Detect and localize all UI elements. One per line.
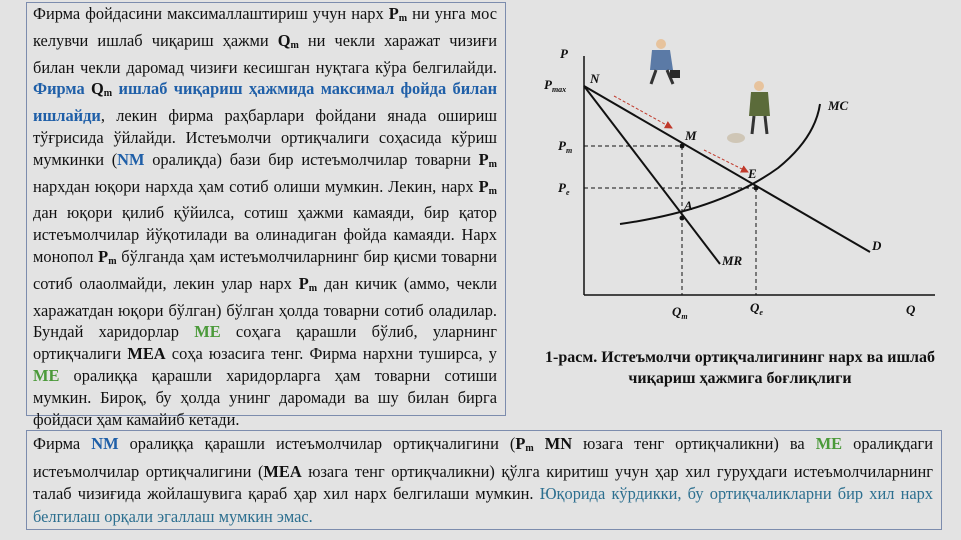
text-run: дан юқори қилиб қўйилса, сотиш ҳажми камаяди, бир қатор истеъмолчилар йўқотилади ва олинадиган фойда камаяди. Нарх монопол bbox=[33, 203, 497, 266]
point-m-dot bbox=[680, 144, 685, 149]
symbol-qm: Q bbox=[91, 79, 104, 99]
symbol-qm: Q bbox=[277, 30, 291, 50]
subscript: m bbox=[108, 255, 117, 267]
point-n-label: N bbox=[590, 71, 600, 86]
text-run: оралиқда) бази бир истеъмолчилар товарни bbox=[144, 149, 479, 169]
marginal-revenue-curve bbox=[584, 86, 720, 264]
subscript: m bbox=[488, 185, 497, 197]
point-e-dot bbox=[754, 186, 759, 191]
symbol-mn: MN bbox=[533, 434, 573, 453]
qm-subscript: m bbox=[681, 312, 688, 321]
axis-x-label: Q bbox=[906, 302, 916, 317]
symbol-mea: MEA bbox=[263, 461, 302, 481]
subscript: m bbox=[308, 282, 318, 294]
pe-subscript: e bbox=[565, 188, 570, 197]
qm-label bbox=[672, 304, 688, 321]
explanation-paragraph-bottom bbox=[26, 430, 942, 530]
symbol-pm: P bbox=[98, 246, 109, 266]
qe-symbol: Q bbox=[750, 300, 760, 315]
pmax-label bbox=[544, 77, 566, 94]
text-run: юзага тенг ортиқчаликни) қўлга киритиш учун ҳар хил гуруҳдаги истеъмолчиларнинг талаб чизиғида жойлашувига қараб ҳар хил нарх белгилаши мумкин. bbox=[33, 461, 934, 503]
text-run: бўлганда ҳам истеъмолчиларнинг бир қисми товарни сотиб олаолмайди, лекин улар нарх bbox=[33, 246, 498, 293]
text-run: нархдан юқори нархда ҳам сотиб олиши мумкин. Лекин, нарх bbox=[33, 176, 479, 196]
text-run: дан кичик (аммо, чекли харажатдан юқори бўлган) бўлган ҳолда товарни сотиб оладилар. Бундай харидорлар bbox=[33, 273, 497, 342]
figure-caption: 1-расм. Истеъмолчи ортиқчалигининг нарх ва ишлаб чиқариш ҳажмига боғлиқлиги bbox=[545, 349, 935, 387]
text-run: оралиққа қарашли истеъмолчилар ортиқчалигини ( bbox=[118, 434, 516, 453]
text-run: ни унга мос келувчи ишлаб чиқариш ҳажми bbox=[33, 4, 497, 50]
subscript: m bbox=[290, 39, 299, 51]
point-a-label: A bbox=[684, 198, 693, 213]
symbol-me: ME bbox=[815, 434, 843, 453]
text-run: соҳага қарашли бўлиб, уларнинг ортиқчалиги bbox=[33, 322, 498, 364]
text-run: соҳа юзасига тенг. Фирма нархни туширса, у bbox=[165, 344, 497, 364]
text-run: ишлаб чиқариш ҳажмида максимал фойда билан ишлайди bbox=[33, 79, 498, 126]
symbol-pm: P bbox=[478, 149, 489, 169]
point-e-label: E bbox=[748, 166, 757, 181]
symbol-pm: P bbox=[388, 4, 399, 23]
pe-label bbox=[558, 180, 570, 197]
text-run: , лекин фирма раҳбарлари фойдани янада ошириш тўғрисида ўйлайди. Истеъмолчи ортиқчалиги соҳасида кўриш мумкинки ( bbox=[33, 106, 497, 169]
text-run: ни чекли харажат чизиғи билан чекли даромад чизиғи кесишган нуқтага кўра белгилайди. bbox=[33, 30, 497, 77]
text-run: Фирма bbox=[33, 79, 92, 99]
qm-symbol: Q bbox=[672, 304, 682, 319]
pm-symbol: P bbox=[558, 138, 566, 153]
symbol-pm: P bbox=[478, 176, 489, 196]
pe-symbol: P bbox=[558, 180, 566, 195]
subscript: m bbox=[525, 443, 534, 454]
diagram-svg bbox=[530, 40, 950, 340]
qe-subscript: e bbox=[759, 308, 763, 317]
text-run: Фирма фойдасини максималлаштириш учун нарх bbox=[33, 4, 389, 23]
pm-subscript: m bbox=[565, 146, 573, 155]
text-run: Фирма bbox=[33, 434, 92, 453]
symbol-nm: NM bbox=[91, 434, 119, 453]
text-run: оралиқдаги истеъмолчилар ортиқчалигини ( bbox=[33, 434, 933, 481]
symbol-pm: P bbox=[515, 434, 526, 453]
qe-label bbox=[750, 300, 763, 317]
pmax-symbol: P bbox=[544, 77, 552, 92]
symbol-mea: MEA bbox=[127, 344, 166, 364]
subscript: m bbox=[398, 13, 408, 24]
symbol-me: ME bbox=[33, 365, 60, 385]
conclusion-sentence: Юқорида кўрдикки, бу ортиқчаликларни бир хил нарх белгилаш орқали эгаллаш мумкин эмас. bbox=[33, 484, 934, 526]
pm-label bbox=[558, 138, 572, 155]
symbol-pm: P bbox=[298, 273, 309, 293]
businessman-illustration bbox=[650, 39, 680, 84]
mc-label: MC bbox=[828, 98, 849, 113]
subscript: m bbox=[488, 158, 497, 170]
person-with-dog-illustration bbox=[727, 81, 770, 143]
text-run: юзага тенг ортиқчаликни) ва bbox=[572, 434, 816, 453]
explanation-paragraph-top bbox=[26, 2, 506, 429]
point-a-dot bbox=[680, 216, 685, 221]
monopoly-price-diagram bbox=[530, 40, 950, 340]
pmax-subscript: max bbox=[551, 85, 567, 94]
symbol-nm: NM bbox=[117, 149, 145, 169]
axis-y-label: P bbox=[560, 46, 568, 61]
point-m-label: M bbox=[685, 128, 697, 143]
mr-label: MR bbox=[722, 253, 743, 268]
symbol-me: ME bbox=[194, 322, 221, 342]
subscript: m bbox=[103, 88, 113, 100]
text-run: оралиққа қарашли харидорларга ҳам товарни сотиши мумкин. Бироқ, бу ҳолда унинг даромади ва шу билан бирга фойдаси ҳам камайиб кетади. bbox=[33, 365, 497, 429]
nm-arrow bbox=[614, 96, 672, 128]
d-label: D bbox=[872, 238, 882, 253]
